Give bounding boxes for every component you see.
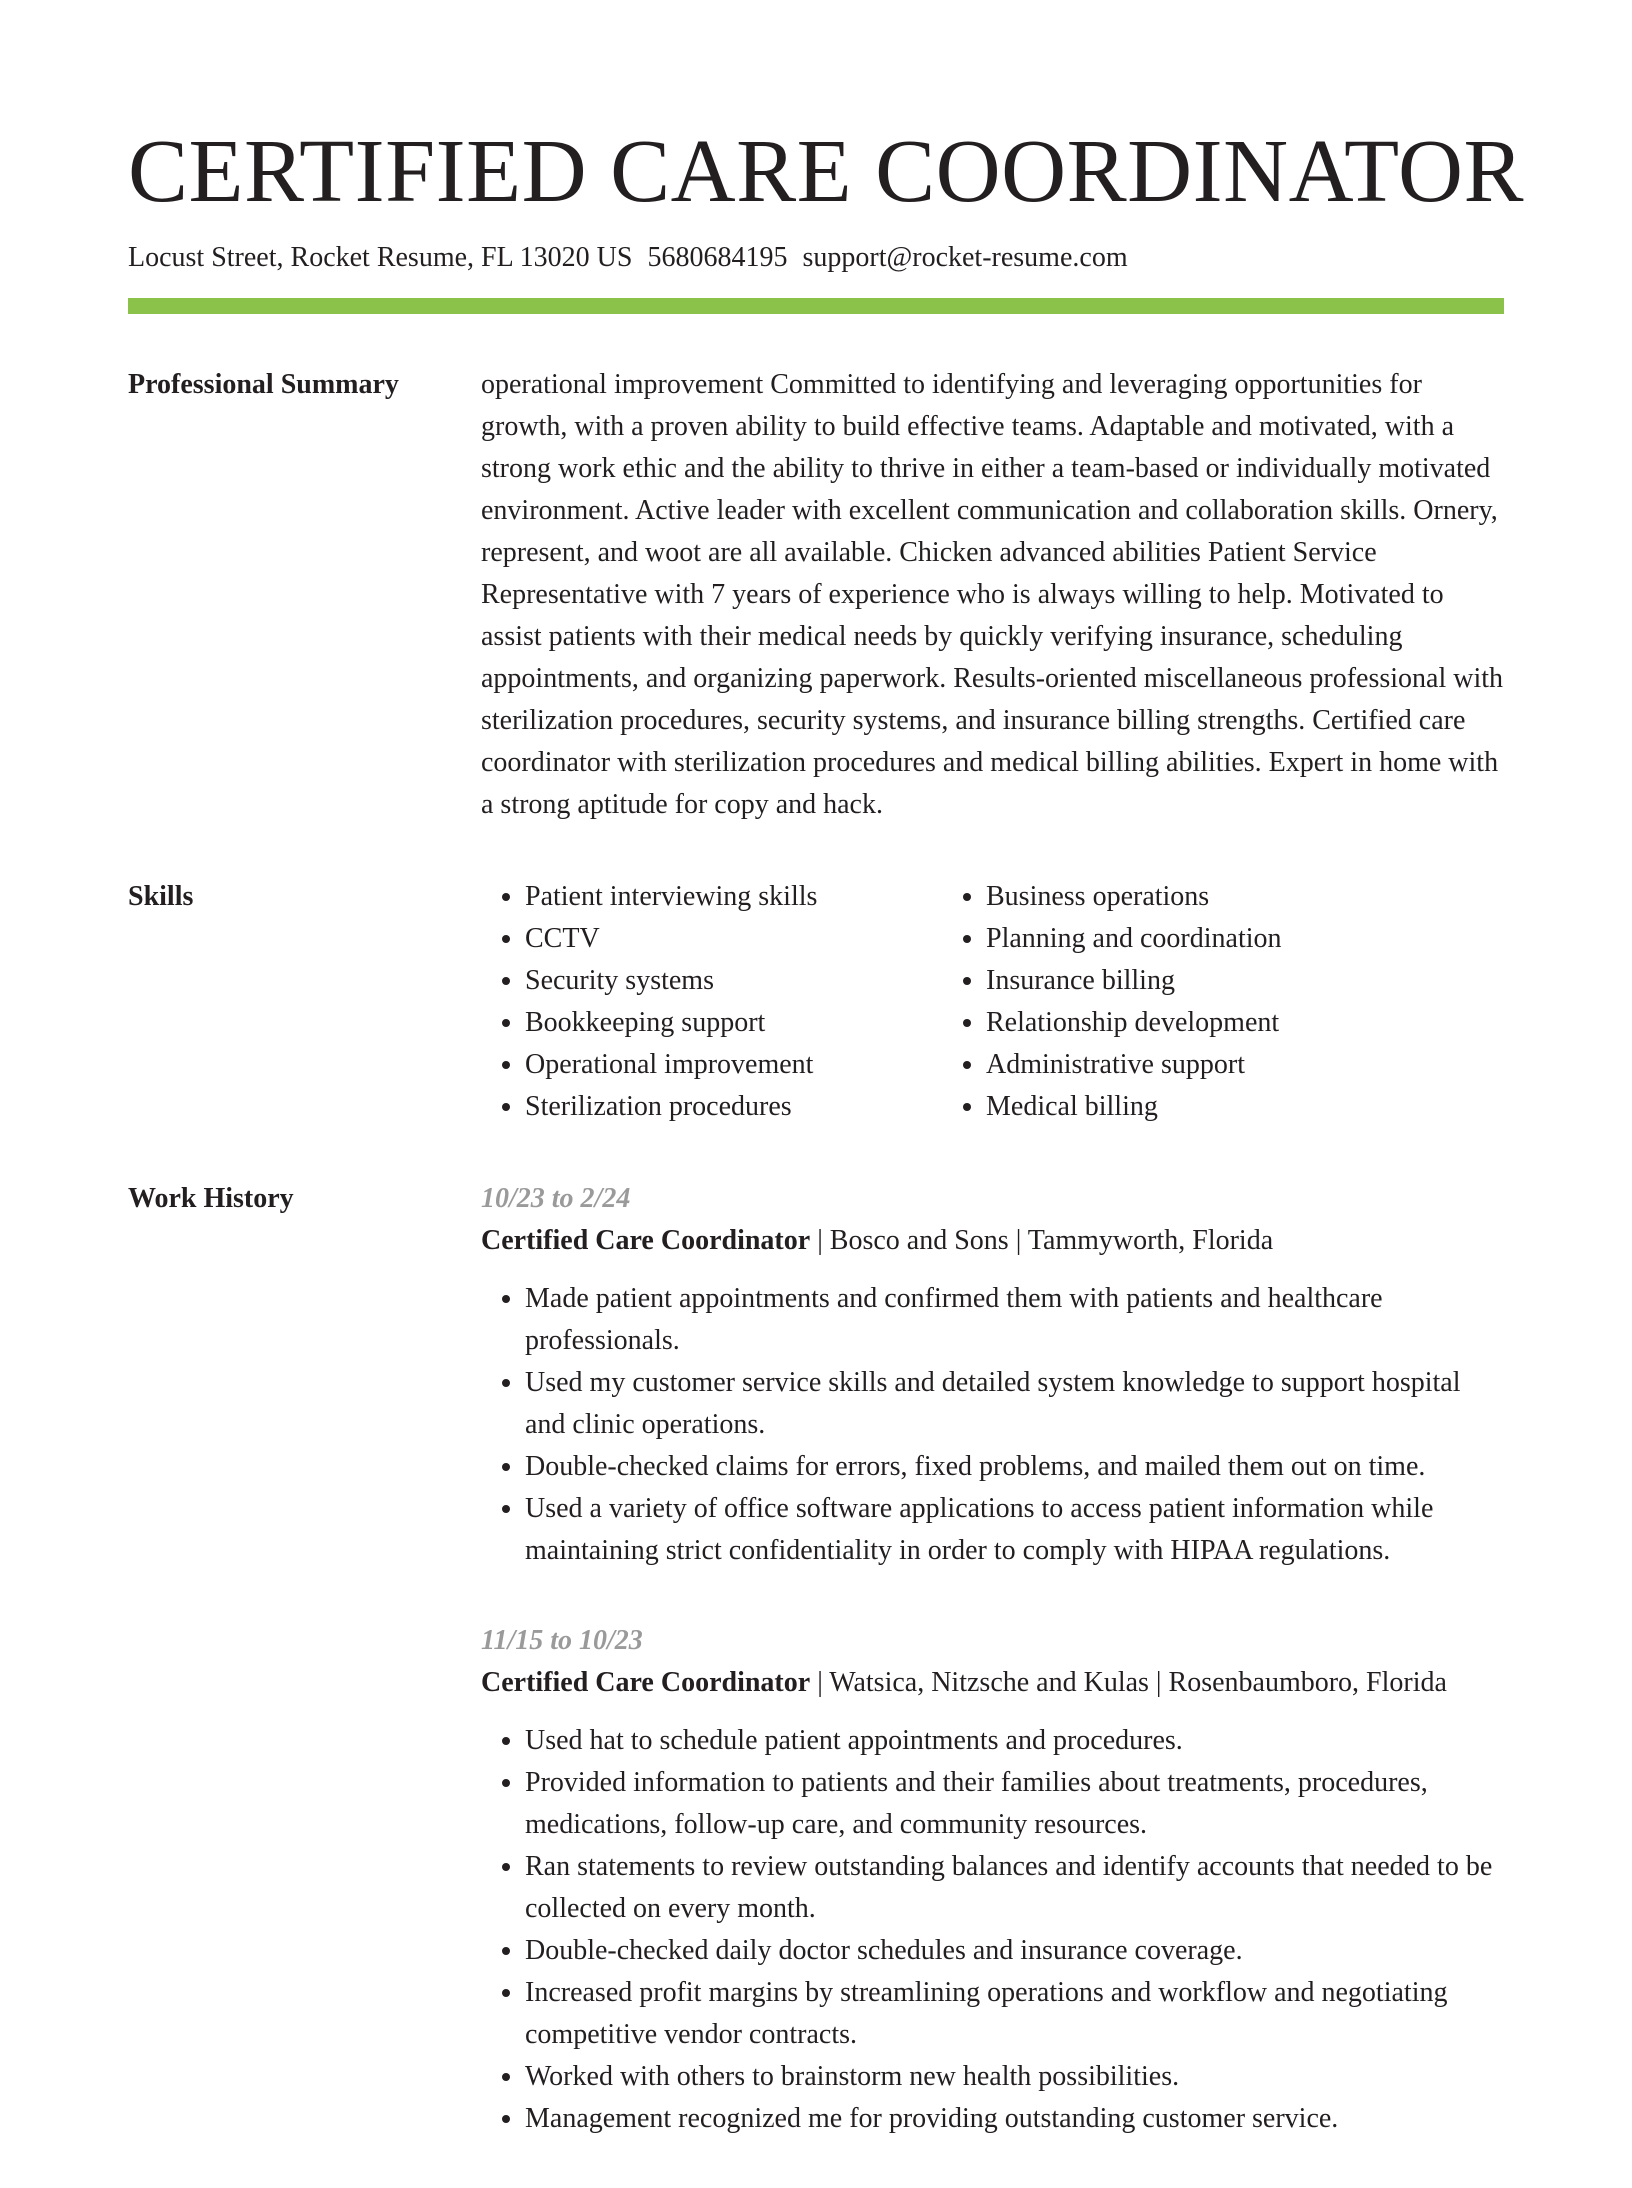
job-title: Certified Care Coordinator: [481, 1225, 811, 1256]
header-divider: [128, 298, 1504, 314]
job-title: Certified Care Coordinator: [481, 1667, 811, 1698]
skill-item: • CCTV: [525, 918, 942, 960]
contact-address: Locust Street, Rocket Resume, FL 13020 US: [128, 242, 633, 273]
job-bullet: • Made patient appointments and confirmed them with patients and healthcare professionals.: [525, 1278, 1504, 1362]
job-bullet: • Worked with others to brainstorm new health possibilities.: [525, 2056, 1504, 2098]
contact-line: [128, 238, 1504, 278]
job-title-line: [481, 1662, 1504, 1704]
skill-item: • Planning and coordination: [986, 918, 1403, 960]
summary-section: [128, 364, 1504, 826]
job-entry: [481, 1178, 1504, 1572]
skill-item: • Patient interviewing skills: [525, 876, 942, 918]
skills-section: [128, 876, 1504, 1128]
skill-item: • Security systems: [525, 960, 942, 1002]
skill-item: • Sterilization procedures: [525, 1086, 942, 1128]
job-bullet: • Management recognized me for providing outstanding customer service.: [525, 2098, 1504, 2140]
summary-section-title: Professional Summary: [128, 369, 399, 400]
job-dates: 10/23 to 2/24: [481, 1183, 631, 1214]
summary-section-body: [481, 364, 1504, 826]
skill-item: • Business operations: [986, 876, 1403, 918]
summary-text: operational improvement Committed to identifying and leveraging opportunities for growth, with a proven ability to build effective teams. Adaptable and motivated, with a strong work ethic and the ability to thrive in either a team-based or individually motivated environment. Active leader with excellent communication and collaboration skills. Ornery, represent, and woot are all available. Chicken advanced abilities Patient Service Representative with 7 years of experience who is always willing to help. Motivated to assist patients with their medical needs by quickly verifying insurance, scheduling appointments, and organizing paperwork. Results-oriented miscellaneous professional with sterilization procedures, security systems, and insurance billing strengths. Certified care coordinator with sterilization procedures and medical billing abilities. Expert in home with a strong aptitude for copy and hack.: [481, 369, 1504, 820]
job-bullet: • Double-checked daily doctor schedules and insurance coverage.: [525, 1930, 1504, 1972]
job-bullet: • Ran statements to review outstanding balances and identify accounts that needed to be collected on every month.: [525, 1846, 1504, 1930]
job-bullet: • Used my customer service skills and detailed system knowledge to support hospital and clinic operations.: [525, 1362, 1504, 1446]
job-title-line: [481, 1220, 1504, 1262]
skills-section-title: Skills: [128, 881, 194, 912]
job-bullet: • Double-checked claims for errors, fixed problems, and mailed them out on time.: [525, 1446, 1504, 1488]
job-entry: [481, 1620, 1504, 2140]
job-bullet: • Increased profit margins by streamlining operations and workflow and negotiating competitive vendor contracts.: [525, 1972, 1504, 2056]
job-employer-location: | Watsica, Nitzsche and Kulas | Rosenbaumboro, Florida: [810, 1667, 1447, 1698]
skill-item: • Bookkeeping support: [525, 1002, 942, 1044]
job-bullets: [481, 1720, 1504, 2140]
work-history-section-body: [481, 1178, 1504, 2188]
resume-name-heading: CERTIFIED CARE COORDINATOR: [128, 122, 1525, 221]
work-history-section-title: Work History: [128, 1183, 294, 1214]
contact-phone: 5680684195: [647, 242, 788, 273]
job-bullets: [481, 1278, 1504, 1572]
job-bullet: • Used hat to schedule patient appointments and procedures.: [525, 1720, 1504, 1762]
skill-item: • Medical billing: [986, 1086, 1403, 1128]
skill-item: • Administrative support: [986, 1044, 1403, 1086]
skills-section-body: [481, 876, 1504, 1128]
job-bullet: • Used a variety of office software applications to access patient information while maintaining strict confidentiality in order to comply with HIPAA regulations.: [525, 1488, 1504, 1572]
job-employer-location: | Bosco and Sons | Tammyworth, Florida: [810, 1225, 1274, 1256]
contact-email: support@rocket-resume.com: [802, 242, 1128, 273]
skill-item: • Relationship development: [986, 1002, 1403, 1044]
work-history-section: [128, 1178, 1504, 2188]
skill-item: • Operational improvement: [525, 1044, 942, 1086]
skills-list-left: [481, 876, 942, 1128]
job-dates: 11/15 to 10/23: [481, 1625, 643, 1656]
skills-list-right: [942, 876, 1403, 1128]
skill-item: • Insurance billing: [986, 960, 1403, 1002]
job-bullet: • Provided information to patients and their families about treatments, procedures, medications, follow-up care, and community resources.: [525, 1762, 1504, 1846]
